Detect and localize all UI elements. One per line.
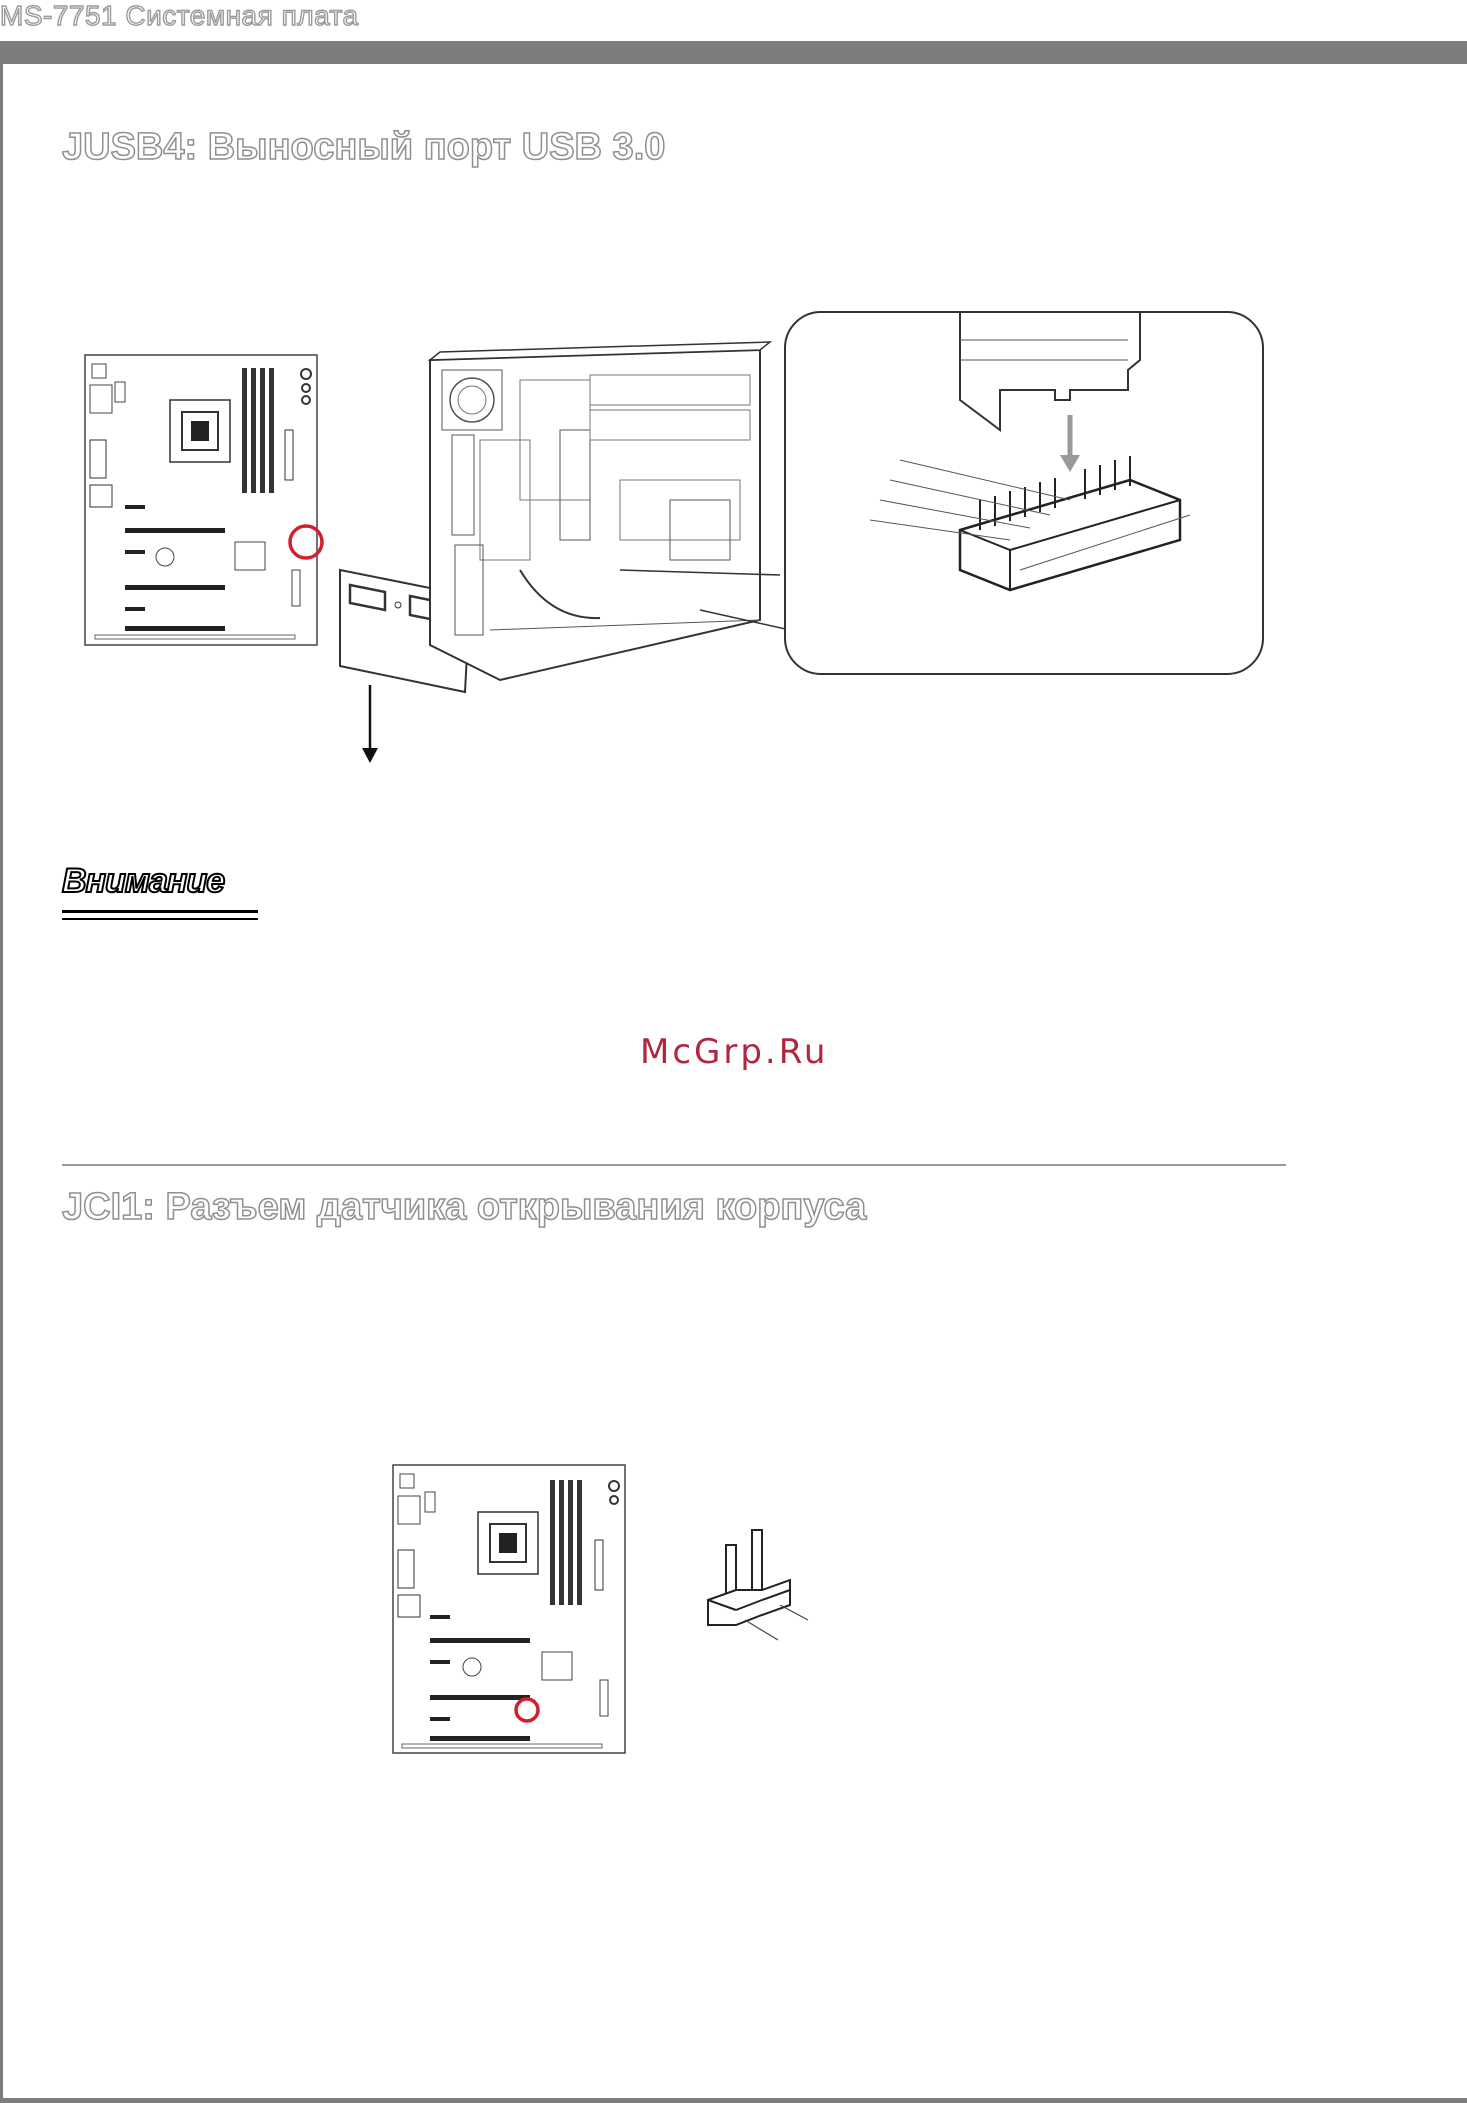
- computer-case: [430, 342, 770, 680]
- motherboard-diagram-2: [393, 1465, 625, 1753]
- attention-underline-thin: [62, 918, 258, 920]
- panel-arrow-head: [362, 748, 378, 763]
- bottom-border-rule: [0, 2098, 1467, 2103]
- attention-heading: Внимание: [62, 862, 225, 900]
- jusb4-illustration: [80, 300, 1280, 780]
- section-title-jusb4: JUSB4: Выносный порт USB 3.0: [62, 126, 666, 168]
- motherboard-diagram-1: [85, 355, 317, 645]
- section-separator: [62, 1164, 1286, 1166]
- jci1-illustration: [390, 1460, 850, 1760]
- left-border-rule: [0, 41, 3, 2103]
- section-title-jci1: JCI1: Разъем датчика открывания корпуса: [62, 1186, 867, 1228]
- header-bar: [3, 41, 1467, 64]
- page-header-title: MS-7751 Системная плата: [0, 0, 359, 31]
- jci1-pin-header: [708, 1530, 808, 1640]
- attention-underline: [62, 910, 258, 913]
- watermark-text: McGrp.Ru: [640, 1032, 829, 1072]
